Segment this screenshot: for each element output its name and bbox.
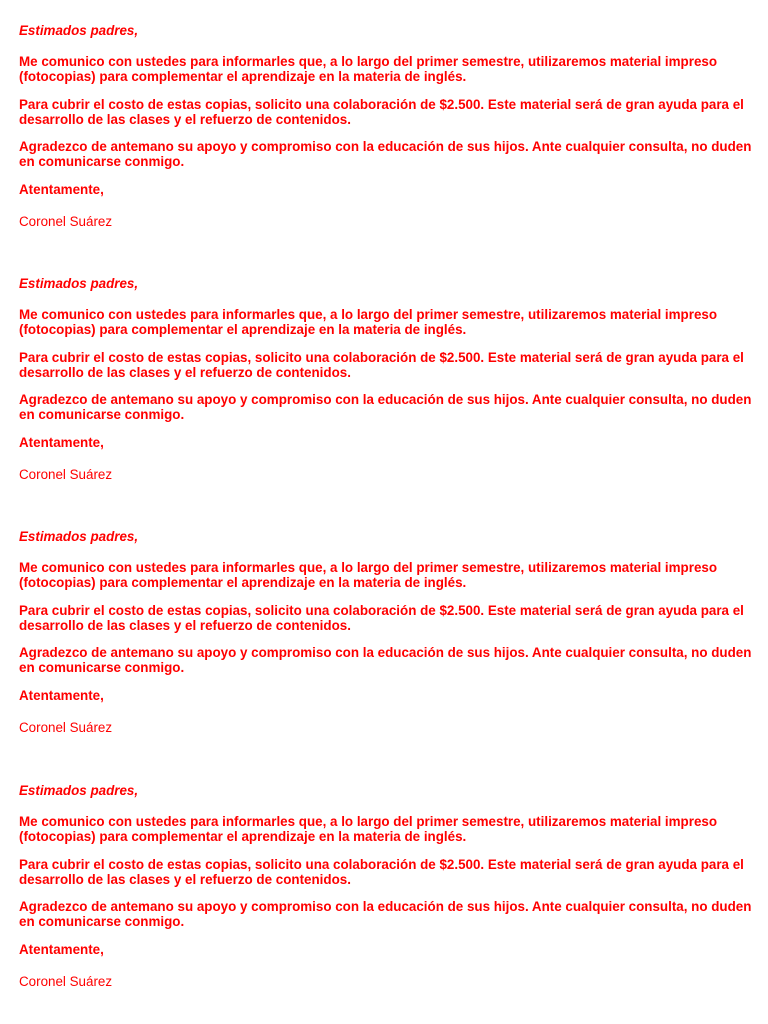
letter-paragraph-2: Para cubrir el costo de estas copias, solicito una colaboración de $2.500. Este material será de gran ayuda para el desarrollo de las clases y el refuerzo de contenidos.	[19, 603, 744, 633]
letter-paragraph-3: Agradezco de antemano su apoyo y compromiso con la educación de sus hijos. Ante cualquier consulta, no duden en comunicarse conmigo.	[19, 645, 752, 675]
letter-greeting: Estimados padres,	[19, 276, 139, 291]
letter-signature: Coronel Suárez	[19, 214, 113, 229]
letter-signature: Coronel Suárez	[19, 974, 113, 989]
letter-paragraph-3: Agradezco de antemano su apoyo y compromiso con la educación de sus hijos. Ante cualquier consulta, no duden en comunicarse conmigo.	[19, 392, 752, 422]
letter-signature: Coronel Suárez	[19, 467, 113, 482]
letter-paragraph-2: Para cubrir el costo de estas copias, solicito una colaboración de $2.500. Este material será de gran ayuda para el desarrollo de las clases y el refuerzo de contenidos.	[19, 97, 744, 127]
letter-signature: Coronel Suárez	[19, 720, 113, 735]
letter-paragraph-1: Me comunico con ustedes para informarles que, a lo largo del primer semestre, utilizaremos material impreso (fotocopias) para complementar el aprendizaje en la materia de inglés.	[19, 814, 718, 844]
letter-paragraph-2: Para cubrir el costo de estas copias, solicito una colaboración de $2.500. Este material será de gran ayuda para el desarrollo de las clases y el refuerzo de contenidos.	[19, 857, 744, 887]
letter-closing: Atentamente,	[19, 182, 104, 197]
letter-closing: Atentamente,	[19, 688, 104, 703]
letter-greeting: Estimados padres,	[19, 783, 139, 798]
letter-paragraph-3: Agradezco de antemano su apoyo y compromiso con la educación de sus hijos. Ante cualquier consulta, no duden en comunicarse conmigo.	[19, 899, 752, 929]
letter-paragraph-1: Me comunico con ustedes para informarles que, a lo largo del primer semestre, utilizaremos material impreso (fotocopias) para complementar el aprendizaje en la materia de inglés.	[19, 307, 718, 337]
letter-paragraph-3: Agradezco de antemano su apoyo y compromiso con la educación de sus hijos. Ante cualquier consulta, no duden en comunicarse conmigo.	[19, 139, 752, 169]
letter-paragraph-1: Me comunico con ustedes para informarles que, a lo largo del primer semestre, utilizaremos material impreso (fotocopias) para complementar el aprendizaje en la materia de inglés.	[19, 54, 718, 84]
letter-paragraph-2: Para cubrir el costo de estas copias, solicito una colaboración de $2.500. Este material será de gran ayuda para el desarrollo de las clases y el refuerzo de contenidos.	[19, 350, 744, 380]
letter-closing: Atentamente,	[19, 435, 104, 450]
letter-greeting: Estimados padres,	[19, 23, 139, 38]
letter-greeting: Estimados padres,	[19, 529, 139, 544]
letter-paragraph-1: Me comunico con ustedes para informarles que, a lo largo del primer semestre, utilizaremos material impreso (fotocopias) para complementar el aprendizaje en la materia de inglés.	[19, 560, 718, 590]
letter-closing: Atentamente,	[19, 942, 104, 957]
